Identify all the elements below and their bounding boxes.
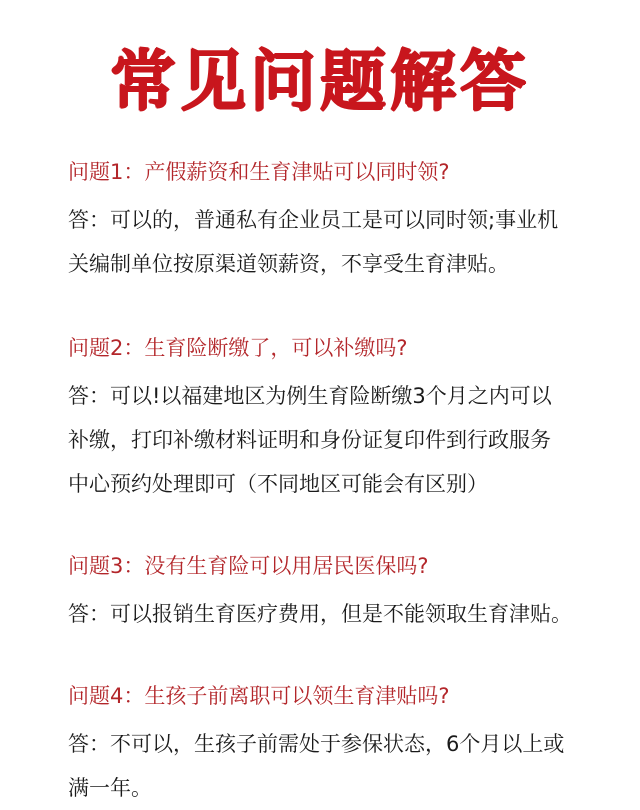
faq-answer-1 bbox=[68, 198, 608, 286]
faq-question-3: 问题3：没有生育险可以用居民医保吗? bbox=[68, 554, 429, 578]
faq-item-2 bbox=[68, 334, 608, 506]
faq-answer-3-line-1: 答：可以报销生育医疗费用，但是不能领取生育津贴。 bbox=[68, 602, 572, 626]
faq-answer-2-line-2: 补缴，打印补缴材料证明和身份证复印件到行政服务 bbox=[68, 428, 551, 452]
faq-answer-1-line-1: 答：可以的，普通私有企业员工是可以同时领;事业机 bbox=[68, 208, 559, 232]
faq-question-2: 问题2：生育险断缴了，可以补缴吗? bbox=[68, 336, 408, 360]
faq-answer-4-line-1: 答：不可以，生孩子前需处于参保状态，6个月以上或 bbox=[68, 732, 565, 756]
faq-answer-1-line-2: 关编制单位按原渠道领薪资，不享受生育津贴。 bbox=[68, 252, 509, 276]
faq-item-1 bbox=[68, 158, 608, 286]
faq-answer-2-line-1: 答：可以!以福建地区为例生育险断缴3个月之内可以 bbox=[68, 384, 552, 408]
faq-question-1: 问题1：产假薪资和生育津贴可以同时领? bbox=[68, 160, 450, 184]
page-title: 常见问题解答 bbox=[110, 43, 530, 120]
faq-item-4 bbox=[68, 682, 608, 810]
faq-answer-4-line-2: 满一年。 bbox=[68, 776, 152, 800]
faq-answer-2 bbox=[68, 374, 608, 506]
faq-answer-4 bbox=[68, 722, 608, 810]
faq-answer-3 bbox=[68, 592, 608, 636]
faq-question-4: 问题4：生孩子前离职可以领生育津贴吗? bbox=[68, 684, 450, 708]
faq-item-3 bbox=[68, 552, 608, 636]
faq-answer-2-line-3: 中心预约处理即可（不同地区可能会有区别） bbox=[68, 472, 488, 496]
